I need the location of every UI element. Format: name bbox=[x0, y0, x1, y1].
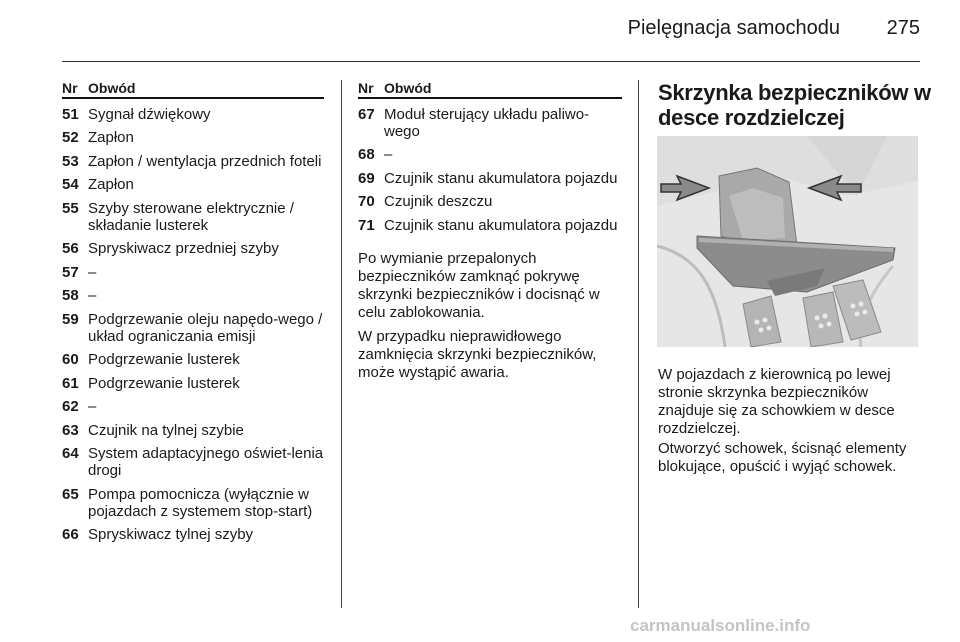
table-row bbox=[358, 217, 622, 234]
table-row bbox=[358, 146, 622, 163]
paragraph-instructions: Otworzyć schowek, ścisnąć elementy blokujące, opuścić i wyjąć schowek. bbox=[658, 440, 907, 475]
table-row bbox=[62, 264, 324, 281]
fuse-number: 57 bbox=[62, 263, 79, 281]
table-row bbox=[62, 176, 324, 193]
fuse-circuit: Czujnik stanu akumulatora pojazdu bbox=[384, 216, 618, 234]
table-row bbox=[62, 526, 324, 543]
table-row bbox=[62, 422, 324, 439]
fuse-number: 68 bbox=[358, 146, 375, 163]
paragraph-location: W pojazdach z kierownicą po lewej stronie skrzynka bezpieczników znajduje się za schowkiem w desce rozdzielczej. bbox=[658, 366, 895, 437]
table-body bbox=[358, 106, 622, 234]
col-circuit-header: Obwód bbox=[88, 80, 136, 96]
watermark: carmanualsonline.info bbox=[630, 616, 811, 635]
fuse-circuit: Sygnał dźwiękowy bbox=[88, 105, 211, 123]
fuse-circuit: Czujnik stanu akumulatora pojazdu bbox=[384, 169, 618, 187]
fuse-number: 63 bbox=[62, 421, 79, 439]
fuse-number: 51 bbox=[62, 105, 79, 123]
fuse-circuit: Podgrzewanie lusterek bbox=[88, 374, 240, 392]
section-title: Skrzynka bezpieczników w desce rozdzielczej bbox=[658, 80, 931, 130]
table-row bbox=[62, 375, 324, 392]
fuse-circuit: Pompa pomocnicza (wyłącznie w pojazdach z systemem stop-start) bbox=[88, 485, 313, 520]
fuse-circuit: Zapłon bbox=[88, 129, 134, 146]
fuse-box-illustration bbox=[657, 136, 918, 347]
fuse-number: 60 bbox=[62, 351, 79, 368]
table-row bbox=[62, 311, 324, 345]
fuse-number: 62 bbox=[62, 398, 79, 415]
fuse-number: 65 bbox=[62, 485, 79, 503]
fuse-number: 56 bbox=[62, 240, 79, 257]
table-row bbox=[62, 486, 324, 520]
fuse-circuit: Podgrzewanie lusterek bbox=[88, 351, 240, 368]
table-row bbox=[62, 153, 324, 170]
table-row bbox=[62, 351, 324, 368]
table-header bbox=[358, 80, 622, 99]
col-circuit-header: Obwód bbox=[384, 80, 432, 96]
fuse-circuit: Zapłon / wentylacja przednich foteli bbox=[88, 152, 322, 170]
fuse-number: 64 bbox=[62, 445, 79, 462]
table-body bbox=[62, 106, 324, 544]
fuse-number: 61 bbox=[62, 374, 79, 392]
fuse-number: 70 bbox=[358, 193, 375, 210]
fuse-circuit: – bbox=[88, 398, 97, 415]
table-row bbox=[62, 106, 324, 123]
fuse-number: 71 bbox=[358, 216, 375, 234]
fuse-circuit: Spryskiwacz tylnej szyby bbox=[88, 526, 254, 543]
fuse-number: 59 bbox=[62, 310, 79, 328]
fuse-circuit: Moduł sterujący układu paliwo-wego bbox=[384, 105, 590, 140]
fuse-circuit: Czujnik deszczu bbox=[384, 193, 493, 210]
fuse-number: 55 bbox=[62, 199, 79, 217]
table-row bbox=[62, 240, 324, 257]
table-row bbox=[358, 170, 622, 187]
col-nr-header: Nr bbox=[62, 80, 78, 96]
fuse-circuit: System adaptacyjnego oświet-lenia drogi bbox=[88, 445, 324, 479]
fuse-circuit: – bbox=[384, 146, 393, 163]
fuse-table-middle bbox=[358, 80, 622, 382]
column-divider-1 bbox=[341, 80, 342, 608]
fuse-number: 52 bbox=[62, 129, 79, 146]
table-row bbox=[358, 106, 622, 140]
fuse-circuit: – bbox=[88, 263, 97, 281]
fuse-number: 53 bbox=[62, 152, 79, 170]
table-row bbox=[62, 287, 324, 304]
paragraph-closing-cover: Po wymianie przepalonych bezpieczników zamknąć pokrywę skrzynki bezpieczników i docisnąć w celu zablokowania. bbox=[358, 249, 600, 321]
page-header-title: Pielęgnacja samochodu bbox=[627, 17, 840, 39]
table-row bbox=[62, 445, 324, 479]
fuse-circuit: Podgrzewanie oleju napędo-wego / układ ograniczania emisji bbox=[88, 310, 323, 345]
fuse-circuit: Zapłon bbox=[88, 176, 134, 193]
fuse-number: 54 bbox=[62, 176, 79, 193]
table-row bbox=[62, 398, 324, 415]
fuse-number: 66 bbox=[62, 526, 79, 543]
fuse-circuit: – bbox=[88, 287, 97, 304]
fuse-number: 58 bbox=[62, 287, 79, 304]
table-row bbox=[62, 129, 324, 146]
fuse-circuit: Spryskiwacz przedniej szyby bbox=[88, 240, 279, 257]
col-nr-header: Nr bbox=[358, 80, 374, 96]
fuse-circuit: Czujnik na tylnej szybie bbox=[88, 421, 244, 439]
fuse-number: 69 bbox=[358, 169, 375, 187]
paragraph-warning: W przypadku nieprawidłowego zamknięcia skrzynki bezpieczników, może wystąpić awaria. bbox=[358, 327, 597, 381]
table-row bbox=[62, 200, 324, 234]
table-header bbox=[62, 80, 324, 99]
fuse-circuit: Szyby sterowane elektrycznie / składanie lusterek bbox=[88, 199, 294, 234]
page-number: 275 bbox=[886, 17, 920, 39]
table-row bbox=[358, 193, 622, 210]
fuse-number: 67 bbox=[358, 105, 375, 123]
header-divider bbox=[62, 61, 920, 62]
column-divider-2 bbox=[638, 80, 639, 608]
fuse-table-left bbox=[62, 80, 324, 543]
